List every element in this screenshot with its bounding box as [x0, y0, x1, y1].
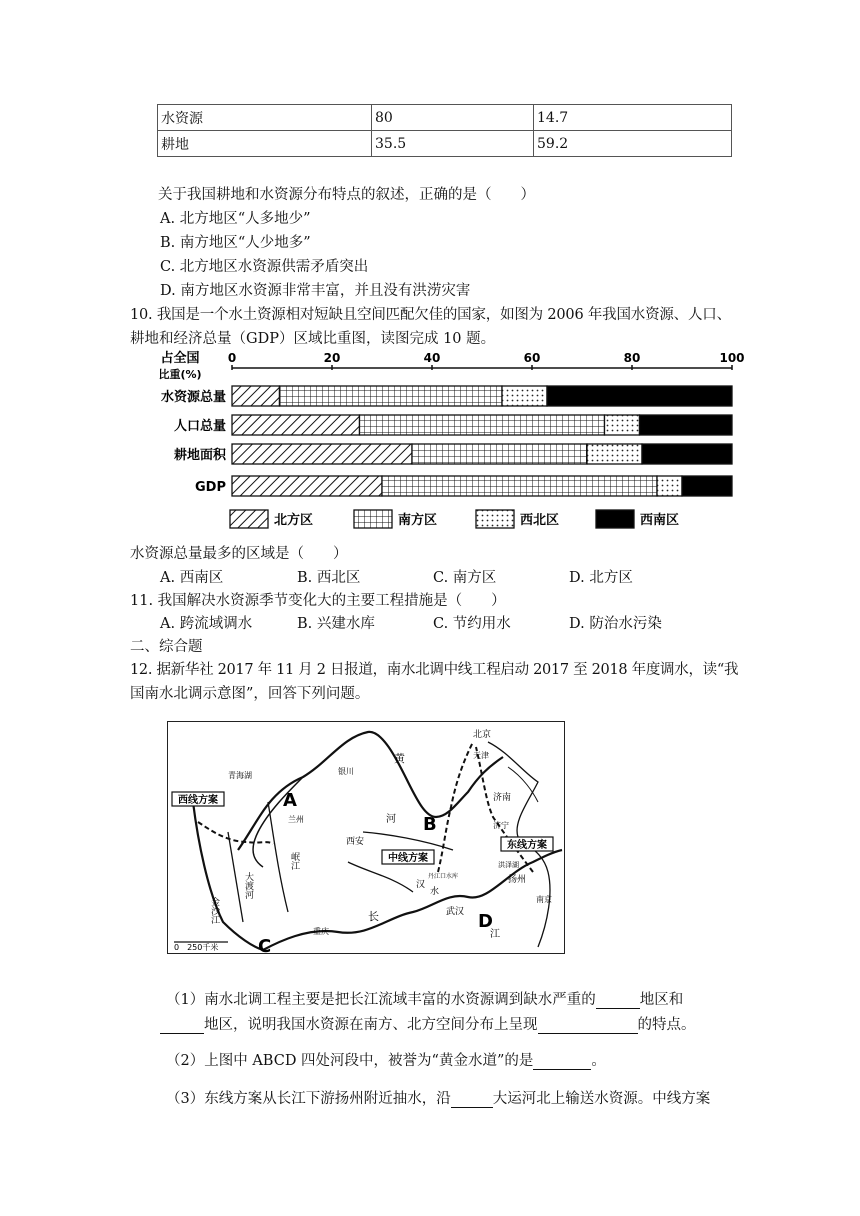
legend-label: 南方区	[398, 513, 438, 528]
lake-qinghai: 青海湖	[228, 771, 252, 780]
table-cell: 14.7	[534, 105, 732, 131]
x-tick-label: 0	[227, 351, 237, 365]
lake-hongze: 洪泽湖	[498, 861, 519, 869]
y-axis-label-line1: 占全国	[160, 351, 200, 366]
q9-option-b[interactable]: B. 南方地区“人少地多”	[160, 235, 311, 251]
answer-blank-1[interactable]	[596, 994, 640, 1009]
label-a: A	[283, 790, 297, 811]
q9-option-c[interactable]: C. 北方地区水资源供需矛盾突出	[160, 259, 369, 275]
q12-sub1-text-b: 地区和	[639, 992, 684, 1008]
table-cell: 耕地	[158, 131, 372, 157]
answer-blank-2[interactable]	[160, 1019, 204, 1034]
category-label: GDP	[195, 480, 226, 495]
legend-swatch	[476, 510, 514, 528]
q10-option-b[interactable]: B. 西北区	[297, 570, 361, 586]
q12-sub3-text-a: （3）东线方案从长江下游扬州附近抽水，沿	[166, 1091, 451, 1107]
scale-label: 0 250千米	[174, 943, 219, 952]
q12-sub1-text-c: 地区，说明我国水资源在南方、北方空间分布上呈现	[204, 1017, 538, 1033]
city-xian: 西安	[346, 837, 365, 847]
west-route-box	[172, 792, 224, 806]
bar-segment	[502, 386, 547, 406]
bar-segment	[642, 444, 732, 464]
answer-blank-5[interactable]	[451, 1093, 493, 1108]
q10-stem-line2: 耕地和经济总量（GDP）区域比重图，读图完成 10 题。	[130, 331, 496, 347]
x-tick-label: 20	[323, 351, 341, 365]
x-tick-label: 100	[719, 351, 745, 365]
y-axis-label-line2: 比重(%)	[158, 368, 202, 381]
answer-blank-3[interactable]	[538, 1019, 638, 1034]
city-wuhan: 武汉	[446, 907, 465, 917]
legend-label: 西北区	[520, 513, 560, 528]
river-label-dadu: 大渡河	[243, 872, 253, 899]
top-data-table	[157, 104, 732, 157]
bar-segment	[640, 415, 733, 435]
q10-option-d[interactable]: D. 北方区	[569, 570, 633, 586]
bar-segment	[412, 444, 587, 464]
middle-route-box	[382, 850, 434, 864]
bar-segment	[232, 415, 360, 435]
legend-swatch	[230, 510, 268, 528]
bar-segment	[280, 386, 503, 406]
q9-stem: 关于我国耕地和水资源分布特点的叙述，正确的是（ ）	[158, 187, 535, 203]
bar-segment	[605, 415, 640, 435]
river-label-min: 岷江	[289, 852, 299, 870]
city-lanzhou: 兰州	[288, 815, 304, 824]
q11-option-a[interactable]: A. 跨流域调水	[160, 616, 253, 632]
q11-option-c[interactable]: C. 节约用水	[433, 616, 511, 632]
bar-segment	[232, 386, 280, 406]
q12-sub2-text-b: 。	[591, 1053, 606, 1069]
middle-route-label: 中线方案	[388, 853, 428, 864]
river-label-jiang: 江	[490, 929, 500, 940]
huai-river	[363, 832, 453, 850]
category-label: 耕地面积	[173, 448, 226, 463]
city-yangzhou: 扬州	[508, 875, 527, 885]
q10-option-c[interactable]: C. 南方区	[433, 570, 497, 586]
label-b: B	[423, 814, 437, 835]
q12-sub2-text-a: （2）上图中 ABCD 四处河段中，被誉为“黄金水道”的是	[166, 1053, 534, 1069]
label-d: D	[478, 911, 493, 932]
q12-sub3	[166, 1087, 710, 1108]
legend-label: 北方区	[274, 513, 314, 528]
q10-stem-line1: 10. 我国是一个水土资源相对短缺且空间匹配欠佳的国家，如图为 2006 年我国水资源、人口、	[130, 307, 731, 323]
city-jinan: 济南	[493, 793, 512, 803]
city-jining: 济宁	[493, 821, 509, 830]
bar-segment	[382, 476, 657, 496]
q12-sub2	[166, 1049, 606, 1070]
q12-sub3-text-b: 大运河北上输送水资源。中线方案	[492, 1091, 711, 1107]
q12-stem-line2: 国南水北调示意图”，回答下列问题。	[130, 686, 370, 702]
west-route-label: 西线方案	[178, 795, 218, 806]
x-tick-label: 40	[423, 351, 441, 365]
east-route	[476, 747, 533, 872]
table-cell: 35.5	[372, 131, 534, 157]
answer-blank-4[interactable]	[533, 1055, 591, 1070]
legend-swatch	[596, 510, 634, 528]
bar-segment	[232, 444, 412, 464]
east-route-box	[501, 837, 553, 851]
q10-question: 水资源总量最多的区域是（ ）	[130, 546, 348, 562]
bar-segment	[547, 386, 732, 406]
x-tick-label: 80	[623, 351, 641, 365]
city-beijing: 北京	[473, 730, 492, 740]
bar-segment	[587, 444, 642, 464]
table-row	[158, 105, 732, 131]
region-share-chart	[130, 348, 745, 538]
section-heading: 二、综合题	[130, 639, 203, 655]
city-nanjing: 南京	[536, 895, 552, 904]
city-tianjin: 天津	[473, 751, 489, 760]
table-cell: 水资源	[158, 105, 372, 131]
q12-stem-line1: 12. 据新华社 2017 年 11 月 2 日报道，南水北调中线工程启动 2017 至 2018 年度调水，读“我	[130, 662, 739, 678]
q12-sub1-text-d: 的特点。	[637, 1017, 696, 1033]
han-river	[348, 862, 413, 892]
river-label-jinsha: 金沙江	[209, 897, 219, 924]
table-cell: 59.2	[534, 131, 732, 157]
q11-option-b[interactable]: B. 兴建水库	[297, 616, 375, 632]
q10-option-a[interactable]: A. 西南区	[160, 570, 224, 586]
min-river	[268, 802, 288, 912]
city-yinchuan: 银川	[338, 767, 354, 776]
q12-sub1-line2	[160, 1013, 696, 1034]
river-label-huang: 黄	[394, 752, 405, 765]
bar-segment	[657, 476, 682, 496]
bar-segment	[232, 476, 382, 496]
danjiangkou-label: 丹江口水库	[428, 873, 459, 880]
category-label: 人口总量	[173, 419, 226, 434]
river-label-he: 河	[386, 814, 396, 825]
q12-sub1-text-a: （1）南水北调工程主要是把长江流域丰富的水资源调到缺水严重的	[166, 992, 596, 1008]
q11-option-d[interactable]: D. 防治水污染	[569, 616, 662, 632]
bar-segment	[682, 476, 732, 496]
river-label-shui: 水	[430, 887, 440, 897]
bar-segment	[360, 415, 605, 435]
south-north-water-diversion-map	[167, 721, 565, 957]
city-chongqing: 重庆	[313, 927, 329, 936]
map-drawing	[168, 722, 564, 957]
legend-label: 西南区	[640, 513, 680, 528]
river-label-chang: 长	[368, 910, 379, 923]
q11-stem: 11. 我国解决水资源季节变化大的主要工程措施是（ ）	[130, 593, 506, 609]
river-label-han: 汉	[416, 880, 426, 890]
label-c: C	[258, 936, 272, 957]
category-label: 水资源总量	[160, 390, 226, 405]
table-cell: 80	[372, 105, 534, 131]
q9-option-a[interactable]: A. 北方地区“人多地少”	[160, 211, 311, 227]
x-tick-label: 60	[523, 351, 541, 365]
table-row	[158, 131, 732, 157]
q12-sub1-line1	[166, 988, 683, 1009]
q9-option-d[interactable]: D. 南方地区水资源非常丰富，并且没有洪涝灾害	[160, 283, 471, 299]
shandong-coast	[508, 767, 538, 802]
legend-swatch	[354, 510, 392, 528]
east-route-label: 东线方案	[507, 840, 547, 851]
